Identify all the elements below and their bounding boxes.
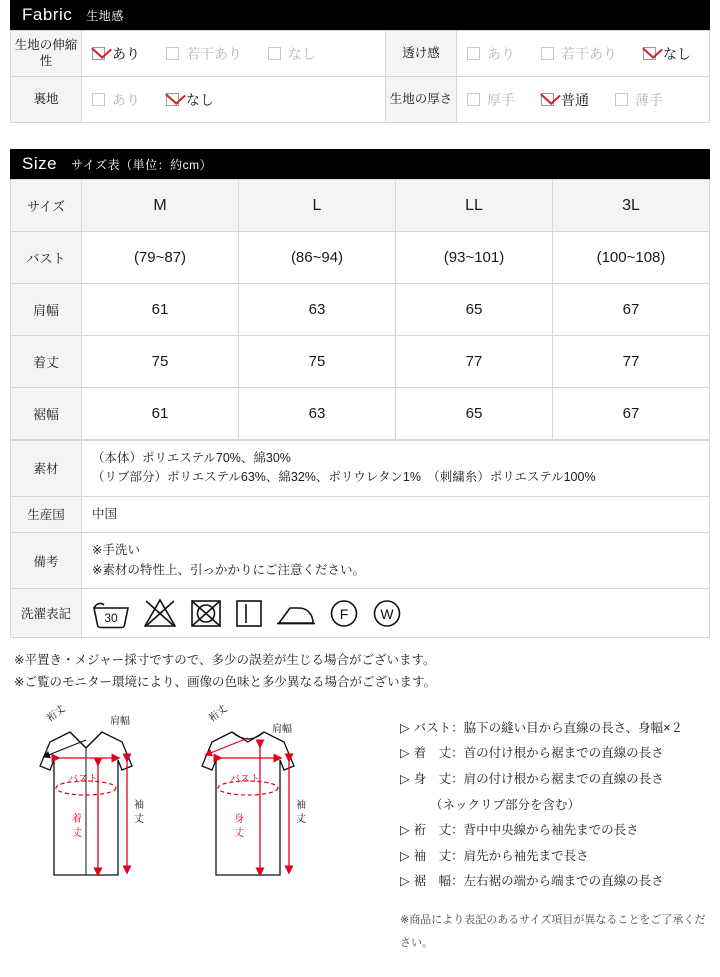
material-line: （リブ部分）ポリエステル63%、綿32%、ポリウレタン1% （刺繍糸）ポリエステル100% [92,470,596,485]
option-sheer-jakkan[interactable]: 若干あり [541,44,617,64]
checkbox-icon[interactable] [268,47,281,60]
checkbox-icon[interactable] [541,47,554,60]
option-thickness-usude[interactable]: 薄手 [615,90,663,110]
measurement-notes [10,638,710,694]
label-mitake: 身 [234,813,244,825]
measurement-diagram-section [10,700,710,954]
figure-front [40,701,144,874]
size-cell: (93~101) [396,232,553,284]
size-header-l: L [239,180,396,232]
table-row [11,284,710,336]
size-cell: 67 [553,284,710,336]
size-cell: 75 [82,336,239,388]
fabric-section-header [10,0,710,30]
option-thickness-futsu[interactable]: 普通 [541,90,589,110]
measurement-legend [400,700,710,954]
info-row-country [11,496,710,532]
note-line: ※ご覧のモニター環境により、画像の色味と多少異なる場合がございます。 [14,674,436,689]
option-lining-ari[interactable]: あり [92,90,140,110]
info-value-material [82,441,710,497]
wetclean-w-icon [370,595,404,631]
size-title-en: Size [22,154,58,173]
fabric-options-sheer [457,31,710,77]
size-header-m: M [82,180,239,232]
figure-back [202,701,306,874]
checkbox-icon[interactable] [541,93,554,106]
fabric-options-thickness [457,77,710,123]
size-row-label-length: 着丈 [11,336,82,388]
size-cell: 65 [396,388,553,440]
garment-diagram-svg [10,700,400,895]
svg-text:丈: 丈 [72,827,82,839]
checkbox-icon[interactable] [92,47,105,60]
size-cell: 75 [239,336,396,388]
size-cell: 65 [396,284,553,336]
size-cell: 61 [82,388,239,440]
dryclean-f-icon [327,595,361,631]
fabric-title-en: Fabric [22,5,73,24]
no-tumble-dry-icon [188,595,224,631]
fabric-table [10,30,710,123]
legend-item: ▷ 着 丈：首の付け根から裾までの直線の長さ [400,746,664,761]
size-title-jp: サイズ表（単位：約cm） [71,157,213,172]
size-section-header [10,149,710,179]
fabric-label-lining: 裏地 [11,77,82,123]
info-label-country: 生産国 [11,496,82,532]
fabric-title-jp: 生地感 [86,8,124,23]
svg-text:F: F [339,605,349,622]
checkbox-icon[interactable] [467,93,480,106]
garment-figures [10,700,400,954]
info-label-remarks: 備考 [11,533,82,589]
svg-text:30: 30 [104,610,118,625]
size-header-ll: LL [396,180,553,232]
info-row-wash [11,588,710,637]
svg-text:W: W [380,605,394,622]
material-line: （本体）ポリエステル70%、綿30% [92,451,291,465]
size-row-label-shoulder: 肩幅 [11,284,82,336]
remarks-line: ※素材の特性上、引っかかりにご注意ください。 [92,562,365,577]
wash-symbols [82,588,710,637]
info-value-remarks [82,533,710,589]
label-yuki: 裄丈 [45,703,68,724]
fabric-row-lining [11,77,710,123]
iron-low-icon [274,595,318,631]
size-cell: 61 [82,284,239,336]
size-cell: (86~94) [239,232,396,284]
table-row [11,336,710,388]
svg-text:丈: 丈 [134,813,144,825]
no-bleach-icon [141,595,179,631]
option-stretch-jakkan[interactable]: 若干あり [166,44,242,64]
fabric-options-lining [82,77,386,123]
checkbox-icon[interactable] [643,47,656,60]
checkbox-icon[interactable] [166,93,179,106]
size-header-row [11,180,710,232]
legend-item: ▷ 身 丈：肩の付け根から裾までの直線の長さ [400,771,664,786]
checkbox-icon[interactable] [166,47,179,60]
option-stretch-nashi[interactable]: なし [268,44,316,64]
size-table [10,179,710,440]
hand-wash-30-icon [90,595,132,631]
size-cell: (79~87) [82,232,239,284]
option-stretch-ari[interactable]: あり [92,44,140,64]
label-sodetake-2: 袖 [296,799,306,811]
legend-item: ▷ 袖 丈：肩先から袖先まで長さ [400,848,589,863]
legend-item: ▷ 裾 幅：左右裾の端から端までの直線の長さ [400,874,664,889]
size-row-label-bust: バスト [11,232,82,284]
info-value-country: 中国 [82,496,710,532]
info-row-remarks [11,533,710,589]
label-bust: バスト [68,773,98,785]
size-row-label-hem: 裾幅 [11,388,82,440]
label-yuki-2: 裄丈 [207,703,230,724]
table-row [11,232,710,284]
size-header-size: サイズ [11,180,82,232]
size-header-3l: 3L [553,180,710,232]
legend-footnote: ※商品により表記のあるサイズ項目が異なることをご了承ください。 [400,914,706,949]
fabric-row-stretch [11,31,710,77]
option-lining-nashi[interactable]: なし [166,90,214,110]
size-cell: 63 [239,388,396,440]
fabric-label-sheer: 透け感 [386,31,457,77]
size-cell: 77 [396,336,553,388]
svg-text:丈: 丈 [234,827,244,839]
remarks-line: ※手洗い [92,543,140,558]
option-sheer-ari[interactable]: あり [467,44,515,64]
info-table [10,440,710,638]
label-kataaba: 肩幅 [110,715,130,727]
info-row-material [11,441,710,497]
info-label-material: 素材 [11,441,82,497]
info-label-wash: 洗濯表記 [11,588,82,637]
drip-dry-hang-icon [233,595,265,631]
size-cell: 77 [553,336,710,388]
fabric-options-stretch [82,31,386,77]
checkbox-icon[interactable] [615,93,628,106]
fabric-label-thickness: 生地の厚さ [386,77,457,123]
note-line: ※平置き・メジャー採寸ですので、多少の誤差が生じる場合がございます。 [14,652,436,667]
size-cell: (100~108) [553,232,710,284]
label-kataaba-2: 肩幅 [272,723,292,735]
size-cell: 63 [239,284,396,336]
checkbox-icon[interactable] [467,47,480,60]
label-sodetake: 袖 [134,799,144,811]
label-kitake: 着 [72,813,82,825]
legend-item: ▷ バスト：脇下の縫い目から直線の長さ、身幅×２ [400,720,683,735]
legend-item-sub: （ネックリブ部分を含む） [430,797,581,812]
label-bust-2: バスト [230,773,260,785]
fabric-label-stretch: 生地の伸縮性 [11,31,82,77]
size-cell: 67 [553,388,710,440]
option-sheer-nashi[interactable]: なし [643,44,691,64]
checkbox-icon[interactable] [92,93,105,106]
svg-text:丈: 丈 [296,813,306,825]
legend-item: ▷ 裄 丈：背中中央線から袖先までの長さ [400,823,639,838]
option-thickness-atsude[interactable]: 厚手 [467,90,515,110]
table-row [11,388,710,440]
